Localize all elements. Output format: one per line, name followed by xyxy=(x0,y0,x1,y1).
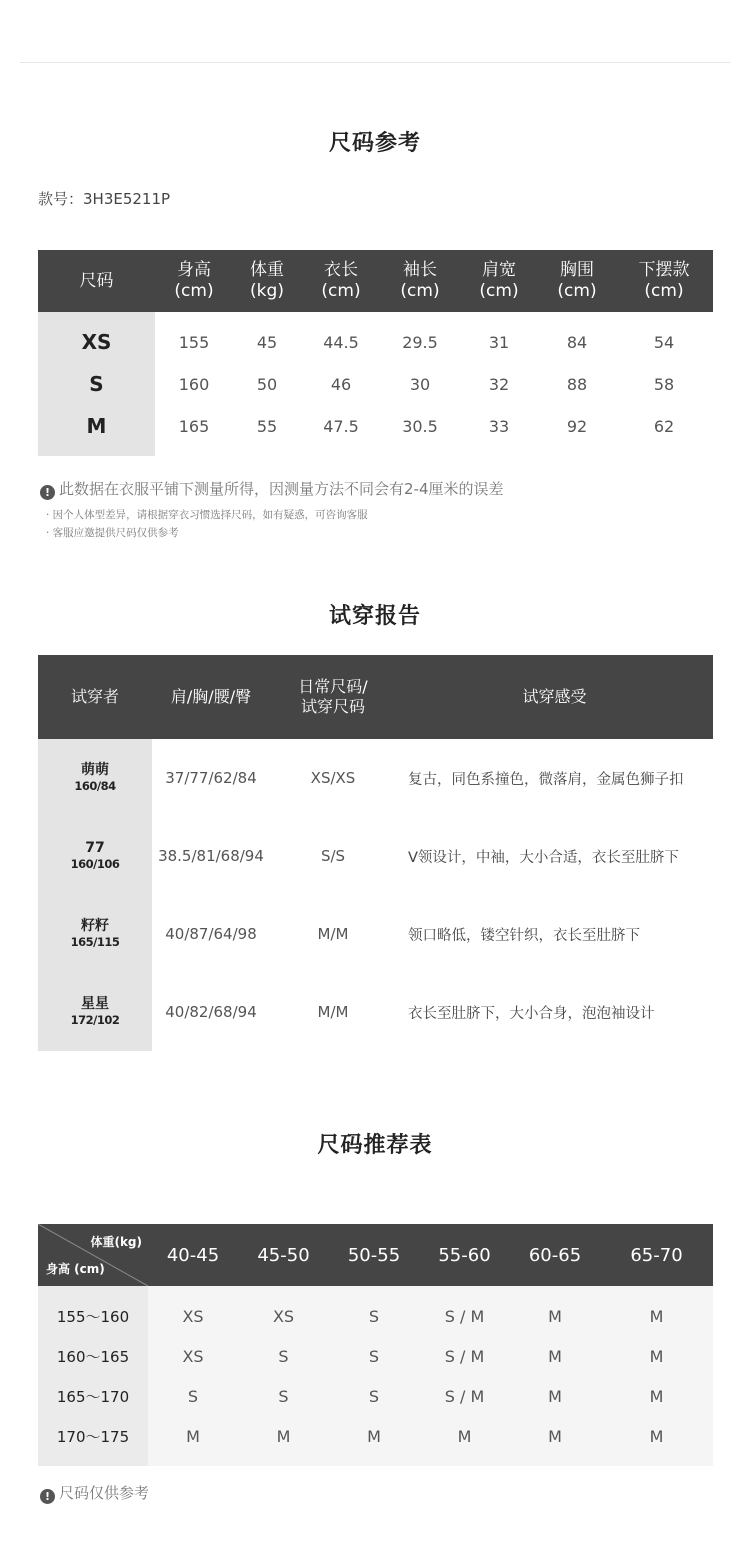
col-header-bust: 胸围 (cm) xyxy=(539,250,615,312)
tester-name: 萌萌 xyxy=(81,762,109,778)
weight-col-header: 60-65 xyxy=(510,1224,600,1286)
size-cell: S / M xyxy=(419,1376,510,1416)
tester-cell xyxy=(38,817,152,895)
table-row xyxy=(38,973,713,1051)
tester-name: 星星 xyxy=(81,996,109,1012)
measurement-note-text: 此数据在衣服平铺下测量所得，因测量方法不同会有2-4厘米的误差 xyxy=(59,480,504,498)
col-header-weight: 体重 (kg) xyxy=(233,250,301,312)
size-table-header xyxy=(38,250,713,312)
table-row xyxy=(38,739,713,817)
size-label: S xyxy=(38,363,155,405)
table-cell: 155 xyxy=(178,332,210,352)
table-cell: 160 xyxy=(178,374,210,394)
height-range: 165～170 xyxy=(38,1376,148,1416)
height-axis-label: 身高 (cm) xyxy=(46,1262,105,1276)
tester-measure: 160/84 xyxy=(74,779,116,793)
table-cell: 45 xyxy=(256,332,278,352)
table-row xyxy=(38,1416,713,1466)
col-header-height: 身高 (cm) xyxy=(155,250,233,312)
size-cell: XS xyxy=(148,1286,238,1336)
table-cell: 54 xyxy=(653,332,675,352)
tryon-title: 试穿报告 xyxy=(328,604,421,629)
table-cell: 55 xyxy=(256,416,278,436)
col-header-tester: 试穿者 xyxy=(38,655,152,739)
table-cell: 31 xyxy=(488,332,510,352)
col-header-size: 尺码 xyxy=(38,250,155,312)
size-label: XS xyxy=(38,312,155,363)
table-row xyxy=(38,363,713,405)
col-header-sizes: 日常尺码/ 试穿尺码 xyxy=(270,655,396,739)
table-cell: 33 xyxy=(488,416,510,436)
size-cell: S xyxy=(238,1336,329,1376)
table-cell: 88 xyxy=(566,374,588,394)
size-cell: M xyxy=(510,1416,600,1466)
size-table xyxy=(38,250,713,456)
size-cell: M xyxy=(600,1416,713,1466)
tryon-sizes: XS/XS xyxy=(310,769,356,787)
weight-col-header: 50-55 xyxy=(329,1224,419,1286)
note-sub-item: · 客服应邀提供尺码仅供参考 xyxy=(46,527,179,539)
recommend-title: 尺码推荐表 xyxy=(317,1133,433,1158)
table-cell: 92 xyxy=(566,416,588,436)
size-label: M xyxy=(38,405,155,456)
table-row xyxy=(38,1286,713,1336)
tester-cell xyxy=(38,739,152,817)
table-cell: 29.5 xyxy=(402,332,438,352)
weight-axis-label: 体重(kg) xyxy=(90,1235,142,1249)
info-icon: ! xyxy=(40,485,55,500)
size-cell: M xyxy=(419,1416,510,1466)
table-cell: 30.5 xyxy=(402,416,438,436)
size-cell: S xyxy=(329,1286,419,1336)
size-cell: XS xyxy=(238,1286,329,1336)
size-ref-title: 尺码参考 xyxy=(328,131,421,156)
table-cell: 46 xyxy=(330,374,352,394)
table-row xyxy=(38,312,713,363)
col-header-sleeve: 袖长 (cm) xyxy=(381,250,459,312)
body-measurements: 38.5/81/68/94 xyxy=(158,847,264,865)
table-row xyxy=(38,405,713,456)
body-measurements: 37/77/62/84 xyxy=(165,769,257,787)
tryon-sizes: M/M xyxy=(317,925,349,943)
table-cell: 32 xyxy=(488,374,510,394)
reference-note-text: 尺码仅供参考 xyxy=(59,1484,150,1502)
size-cell: M xyxy=(510,1286,600,1336)
weight-col-header: 40-45 xyxy=(148,1224,238,1286)
size-cell: M xyxy=(510,1336,600,1376)
tester-cell xyxy=(38,973,152,1051)
size-cell: M xyxy=(238,1416,329,1466)
height-range: 170～175 xyxy=(38,1416,148,1466)
body-measurements: 40/87/64/98 xyxy=(165,925,257,943)
tester-measure: 172/102 xyxy=(70,1013,120,1027)
tester-name: 77 xyxy=(85,840,105,856)
weight-col-header: 65-70 xyxy=(600,1224,713,1286)
corner-header xyxy=(38,1224,148,1286)
table-cell: 50 xyxy=(256,374,278,394)
size-cell: S xyxy=(148,1376,238,1416)
table-cell: 30 xyxy=(409,374,431,394)
col-header-shoulder: 肩宽 (cm) xyxy=(459,250,539,312)
col-header-hem: 下摆款 (cm) xyxy=(615,250,713,312)
tryon-sizes: S/S xyxy=(320,847,346,865)
height-range: 160～165 xyxy=(38,1336,148,1376)
tryon-feedback: V领设计，中袖，大小合适，衣长至肚脐下 xyxy=(408,849,679,866)
table-row xyxy=(38,1336,713,1376)
table-row xyxy=(38,817,713,895)
size-cell: M xyxy=(148,1416,238,1466)
info-icon: ! xyxy=(40,1489,55,1504)
tryon-table xyxy=(38,655,713,1051)
recommend-table-header xyxy=(38,1224,713,1286)
size-cell: S / M xyxy=(419,1336,510,1376)
table-row xyxy=(38,895,713,973)
size-cell: M xyxy=(510,1376,600,1416)
height-range: 155～160 xyxy=(38,1286,148,1336)
size-cell: M xyxy=(329,1416,419,1466)
size-cell: S xyxy=(329,1376,419,1416)
tryon-table-header xyxy=(38,655,713,739)
size-cell: S / M xyxy=(419,1286,510,1336)
table-row xyxy=(38,1376,713,1416)
size-cell: S xyxy=(329,1336,419,1376)
tester-measure: 165/115 xyxy=(70,935,120,949)
body-measurements: 40/82/68/94 xyxy=(165,1003,257,1021)
measurement-note xyxy=(40,478,504,500)
top-divider xyxy=(20,62,730,63)
tester-cell xyxy=(38,895,152,973)
tryon-sizes: M/M xyxy=(317,1003,349,1021)
tryon-feedback: 衣长至肚脐下，大小合身，泡泡袖设计 xyxy=(408,1005,655,1022)
style-number: 款号：3H3E5211P xyxy=(38,190,171,208)
reference-note xyxy=(40,1482,149,1504)
col-header-feedback: 试穿感受 xyxy=(396,655,713,739)
table-cell: 62 xyxy=(653,416,675,436)
weight-col-header: 55-60 xyxy=(419,1224,510,1286)
col-header-measurements: 肩/胸/腰/臀 xyxy=(152,655,270,739)
size-cell: S xyxy=(238,1376,329,1416)
size-cell: XS xyxy=(148,1336,238,1376)
weight-col-header: 45-50 xyxy=(238,1224,329,1286)
table-cell: 44.5 xyxy=(323,332,359,352)
size-cell: M xyxy=(600,1336,713,1376)
col-header-length: 衣长 (cm) xyxy=(301,250,381,312)
recommend-table xyxy=(38,1224,713,1466)
table-cell: 165 xyxy=(178,416,210,436)
note-sub-item: · 因个人体型差异，请根据穿衣习惯选择尺码，如有疑惑，可咨询客服 xyxy=(46,509,368,521)
table-cell: 84 xyxy=(566,332,588,352)
tryon-feedback: 复古，同色系撞色，微落肩，金属色狮子扣 xyxy=(408,771,684,788)
table-cell: 58 xyxy=(653,374,675,394)
tester-measure: 160/106 xyxy=(70,857,120,871)
tester-name: 籽籽 xyxy=(81,918,109,934)
table-cell: 47.5 xyxy=(323,416,359,436)
size-cell: M xyxy=(600,1376,713,1416)
tryon-feedback: 领口略低，镂空针织，衣长至肚脐下 xyxy=(408,927,640,944)
size-cell: M xyxy=(600,1286,713,1336)
